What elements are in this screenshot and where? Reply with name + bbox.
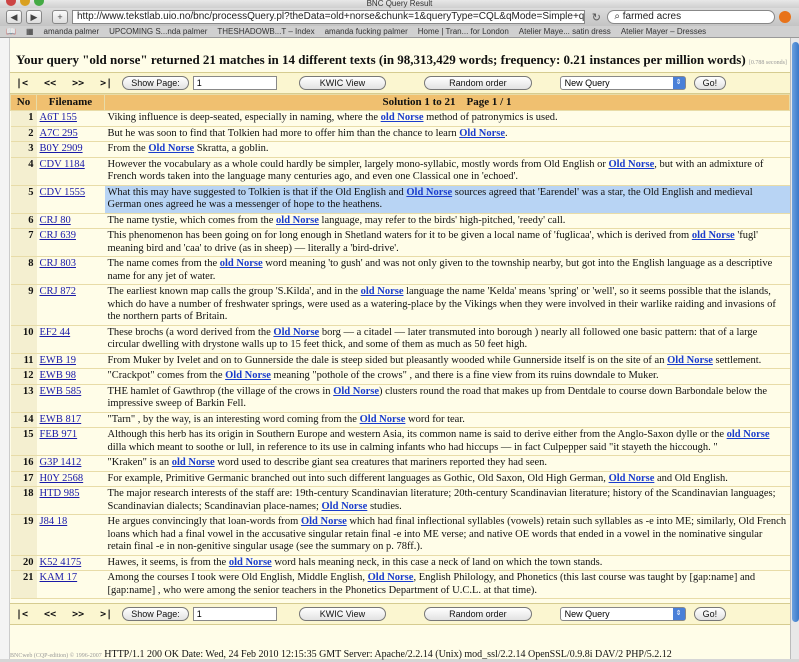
filename-link[interactable]: CRJ 639 xyxy=(39,230,76,241)
filename-link[interactable]: H0Y 2568 xyxy=(39,472,84,484)
context-after: which had final inflectional syllables (vowels) retain such syllables as -e into ME; similarly, Old French loans which had a final vowel in the accusative singular retain final -e into ME verse; and native OE words that ended in a vowel in the nominative singular retain final -e in non-genitive singular usage (see the summary on p. 78ff.). xyxy=(107,516,787,552)
row-number: 2 xyxy=(11,126,37,142)
context-after: Skratta, a goblin. xyxy=(194,143,269,154)
context-after: sources agreed that 'Earendel' was a star, the Old English and medieval German ones agreed he was a messenger of hope to the heathens. xyxy=(107,186,753,210)
row-solution xyxy=(105,412,790,428)
context-before: "Tarn" , by the way, is an interesting word coming from the xyxy=(107,413,360,425)
keyword-link[interactable]: old Norse xyxy=(380,112,424,123)
keyword-link[interactable]: Old Norse xyxy=(367,572,414,583)
row-number: 17 xyxy=(11,471,37,487)
go-button[interactable]: Go! xyxy=(694,76,727,90)
new-query-select[interactable] xyxy=(560,76,686,90)
forward-button[interactable]: ▶ xyxy=(26,10,42,24)
minimize-window-button[interactable] xyxy=(20,0,30,6)
context-after: meaning "pothole of the crows" , and there is a fine view from its ruins downdale to Muker. xyxy=(270,370,659,381)
bookmarks-grid-icon[interactable]: ▦ xyxy=(25,27,34,36)
context-after: . xyxy=(505,127,508,139)
row-filename xyxy=(37,428,105,456)
context-before: "Kraken" is an xyxy=(107,457,172,468)
table-row xyxy=(11,353,790,369)
row-solution xyxy=(105,384,790,412)
header-filename: Filename xyxy=(37,95,105,111)
row-filename xyxy=(37,555,105,571)
row-number: 4 xyxy=(11,157,37,185)
row-number: 15 xyxy=(11,428,37,456)
table-row xyxy=(11,229,790,257)
context-after: , but with an admixture of French words taken into the language many centuries ago, and even one Classical one in 'echoed'. xyxy=(107,158,764,182)
keyword-link[interactable]: Old Norse xyxy=(608,472,655,484)
row-number: 3 xyxy=(11,142,37,158)
table-row xyxy=(11,257,790,285)
row-filename xyxy=(37,157,105,185)
row-solution xyxy=(105,285,790,326)
context-after: and Old English. xyxy=(654,472,728,484)
table-row xyxy=(11,157,790,185)
table-row xyxy=(11,369,790,385)
context-after: language, may refer to the birds' high-pitched, 'reedy' call. xyxy=(318,214,566,226)
context-before: What this may have suggested to Tolkien is that if the Old English and xyxy=(107,186,407,198)
reload-icon[interactable]: ↻ xyxy=(591,11,601,24)
search-value: farmed acres xyxy=(622,11,682,22)
context-before: The major research interests of the staff are: 19th-century Scandinavian literature; 20th-century Scandinavian literature; history of the Scandinavian languages; Scandinavian dialects; Scandinavian place-names; xyxy=(107,488,776,512)
filename-link[interactable]: FEB 971 xyxy=(39,429,78,440)
keyword-link[interactable]: Old Norse xyxy=(406,186,453,198)
keyword-link[interactable]: Old Norse xyxy=(359,413,406,425)
context-before: The earliest known map calls the group 'S.Kilda', and in the xyxy=(107,286,361,297)
rss-icon[interactable] xyxy=(779,11,791,23)
next-page-button[interactable]: >> xyxy=(72,77,85,89)
keyword-link[interactable]: old Norse xyxy=(276,214,319,226)
last-page-button-bottom[interactable]: >| xyxy=(100,608,113,620)
back-button[interactable]: ◀ xyxy=(6,10,22,24)
context-after: studies. xyxy=(367,500,402,512)
context-before: This phenomenon has been going on for long enough in Shetland waters for it to be given a local name of 'fuglicaa', which is derived from xyxy=(107,230,692,241)
first-page-button-bottom[interactable]: |< xyxy=(16,608,29,620)
row-filename xyxy=(37,213,105,229)
keyword-link[interactable]: old Norse xyxy=(228,556,272,568)
query-time: [0.788 seconds] xyxy=(748,60,787,66)
row-number: 21 xyxy=(11,571,37,599)
row-number: 8 xyxy=(11,257,37,285)
address-bar[interactable]: http://www.tekstlab.uio.no/bnc/processQuery.pl?theData=old+norse&chunk=1&queryType=CQL&qMode=Simple+q xyxy=(72,10,585,24)
keyword-link[interactable]: old Norse xyxy=(691,230,735,241)
row-solution xyxy=(105,142,790,158)
row-filename xyxy=(37,142,105,158)
filename-link[interactable]: EWB 817 xyxy=(39,413,82,425)
row-solution xyxy=(105,353,790,369)
row-number: 13 xyxy=(11,384,37,412)
filename-link[interactable]: J84 18 xyxy=(39,516,68,527)
close-window-button[interactable] xyxy=(6,0,16,6)
zoom-window-button[interactable] xyxy=(34,0,44,6)
status-text: HTTP/1.1 200 OK Date: Wed, 24 Feb 2010 12:15:35 GMT Server: Apache/2.2.14 (Unix) mod_ssl/2.2.14 OpenSSL/0.9.8i DAV/2 PHP/5.2.12 xyxy=(104,649,672,660)
row-filename xyxy=(37,257,105,285)
context-after: borg — a citadel — later transmuted into borough ) nearly all followed one basic pattern: that of a large circular dwelling with drystone walls up to 15 feet thick, and some of them as much as 50 feet high. xyxy=(107,326,758,350)
row-filename xyxy=(37,487,105,515)
keyword-link[interactable]: Old Norse xyxy=(225,370,271,381)
row-number: 12 xyxy=(11,369,37,385)
row-filename xyxy=(37,369,105,385)
last-page-button[interactable]: >| xyxy=(100,77,113,89)
status-bar xyxy=(10,649,790,661)
keyword-link[interactable]: Old Norse xyxy=(667,354,713,366)
window-titlebar xyxy=(0,0,799,8)
go-button-bottom[interactable]: Go! xyxy=(694,607,727,621)
row-filename xyxy=(37,353,105,369)
new-query-select-value: New Query xyxy=(564,78,610,88)
header-no: No xyxy=(11,95,37,111)
filename-link[interactable]: K52 4175 xyxy=(39,556,82,568)
filename-link[interactable]: CDV 1184 xyxy=(39,158,85,170)
table-row xyxy=(11,487,790,515)
query-summary xyxy=(10,38,790,72)
row-filename xyxy=(37,515,105,556)
bookmark-item[interactable]: UPCOMING S...nda palmer xyxy=(109,27,208,36)
bookmark-item[interactable]: Atelier Mayer – Dresses xyxy=(620,27,707,36)
context-after: word used to describe giant sea creatures that mariners reported they had seen. xyxy=(214,457,548,468)
table-row xyxy=(11,515,790,556)
row-solution xyxy=(105,428,790,456)
header-solution: Solution 1 to 21 Page 1 / 1 xyxy=(105,95,790,111)
bookmarks-book-icon[interactable]: 📖 xyxy=(6,27,16,36)
filename-link[interactable]: A7C 295 xyxy=(39,127,78,139)
chevron-down-icon: ⇕ xyxy=(673,77,685,89)
filename-link[interactable]: KAM 17 xyxy=(39,572,78,583)
context-before: Among the courses I took were Old English, Middle English, xyxy=(107,572,368,583)
row-filename xyxy=(37,285,105,326)
bookmark-item[interactable]: amanda fucking palmer xyxy=(324,27,408,36)
row-solution xyxy=(105,229,790,257)
context-after: word meaning 'to gush' and was not only given to the township nearby, but got into the English language as a descriptive name for any jet of water. xyxy=(107,258,773,282)
window-title: BNC Query Result xyxy=(366,0,433,8)
table-row xyxy=(11,471,790,487)
row-number: 7 xyxy=(11,229,37,257)
first-page-button[interactable]: |< xyxy=(16,77,29,89)
new-query-select-value-bottom: New Query xyxy=(564,609,610,619)
context-after: 'fugl' meaning bird and 'caa' to drive (as in sheep) — literally a 'bird-drive'. xyxy=(107,230,759,254)
row-filename xyxy=(37,412,105,428)
bookmark-item[interactable]: Home | Tran... for London xyxy=(417,27,509,36)
context-before: THE hamlet of Gawthrop (the village of the crows in xyxy=(107,385,334,397)
context-before: The name tystie, which comes from the xyxy=(107,214,277,226)
context-before: However the vocabulary as a whole could hardly be simpler, largely mono-syllabic, mostly words from Old English or xyxy=(107,158,609,170)
new-query-select-bottom[interactable] xyxy=(560,607,686,621)
row-number: 1 xyxy=(11,111,37,127)
keyword-link[interactable]: Old Norse xyxy=(273,326,320,338)
filename-link[interactable]: EWB 19 xyxy=(39,354,76,366)
row-filename xyxy=(37,456,105,472)
row-number: 18 xyxy=(11,487,37,515)
filename-link[interactable]: HTD 985 xyxy=(39,488,80,499)
keyword-link[interactable]: old Norse xyxy=(726,429,770,440)
row-solution xyxy=(105,111,790,127)
table-row xyxy=(11,428,790,456)
row-number: 14 xyxy=(11,412,37,428)
row-solution xyxy=(105,471,790,487)
vertical-scrollbar[interactable] xyxy=(790,38,799,659)
table-row xyxy=(11,384,790,412)
context-before: From the xyxy=(107,143,149,154)
bnc-results-page xyxy=(10,38,790,659)
keyword-link[interactable]: Old Norse xyxy=(321,500,368,512)
context-after: language the name 'Kelda' means 'spring' or 'well', so it seems possible that the islands, which do have a number of freshwater springs, were used as a watering-place by the Vikings when they were involved in their warlike raiding and invasions of the northern parts of Britain. xyxy=(107,286,776,322)
results-table xyxy=(10,94,790,599)
filename-link[interactable]: CRJ 872 xyxy=(39,286,76,297)
bookmark-item[interactable]: THESHADOWB...T – Index xyxy=(217,27,315,36)
filename-link[interactable]: CRJ 80 xyxy=(39,214,71,226)
browser-toolbar xyxy=(0,8,799,26)
context-after: , English Philology, and Phonetics (this last course was taught by [gap:name] and [gap:name] , who were among the senior teachers in the Phonetics Department of U.C.L. at that time). xyxy=(107,572,756,596)
row-filename xyxy=(37,471,105,487)
row-solution xyxy=(105,325,790,353)
add-bookmark-button[interactable]: + xyxy=(52,10,68,24)
table-row xyxy=(11,285,790,326)
row-solution xyxy=(105,157,790,185)
row-filename xyxy=(37,126,105,142)
row-solution xyxy=(105,126,790,142)
scrollbar-thumb[interactable] xyxy=(792,42,799,622)
row-number: 19 xyxy=(11,515,37,556)
context-before: Viking influence is deep-seated, especially in naming, where the xyxy=(107,112,381,123)
row-solution xyxy=(105,213,790,229)
row-filename xyxy=(37,185,105,213)
row-solution xyxy=(105,257,790,285)
context-after: method of patronymics is used. xyxy=(423,112,558,123)
keyword-link[interactable]: old Norse xyxy=(219,258,263,269)
row-solution xyxy=(105,571,790,599)
previous-page-button-bottom[interactable]: << xyxy=(44,608,57,620)
context-after: ) clusters round the road that makes up from Dentdale to course down Barbondale below the impressive sweep of Barkin Fell. xyxy=(107,385,768,409)
row-filename xyxy=(37,229,105,257)
row-number: 16 xyxy=(11,456,37,472)
context-after: dilla which meant to soothe or lull, in reference to its use in calming infants who had hiccups — in fact Culpepper said "it stayeth the hiccough. " xyxy=(107,441,718,453)
table-row xyxy=(11,142,790,158)
search-icon: ⌕ xyxy=(614,11,623,22)
context-before: The name comes from the xyxy=(107,258,220,269)
previous-page-button[interactable]: << xyxy=(44,77,57,89)
filename-link[interactable]: A6T 155 xyxy=(39,112,77,123)
row-solution xyxy=(105,487,790,515)
context-before: But he was soon to find that Tolkien had more to offer him than the chance to learn xyxy=(107,127,460,139)
table-row xyxy=(11,213,790,229)
table-row xyxy=(11,325,790,353)
keyword-link[interactable]: Old Norse xyxy=(459,127,506,139)
table-row xyxy=(11,185,790,213)
keyword-link[interactable]: old Norse xyxy=(360,286,404,297)
filename-link[interactable]: B0Y 2909 xyxy=(39,143,83,154)
bottom-navigation xyxy=(10,603,790,625)
table-row xyxy=(11,555,790,571)
show-page-button-bottom[interactable]: Show Page: xyxy=(122,607,189,621)
row-number: 9 xyxy=(11,285,37,326)
search-input[interactable] xyxy=(607,10,775,24)
row-solution xyxy=(105,456,790,472)
left-sidebar-strip xyxy=(0,38,10,659)
kwic-view-button[interactable]: KWIC View xyxy=(299,76,386,90)
row-solution xyxy=(105,515,790,556)
context-before: Although this herb has its origin in Southern Europe and western Asia, its common name is said to derive either from the Anglo-Saxon dylle or the xyxy=(107,429,727,440)
context-before: These brochs (a word derived from the xyxy=(107,326,274,338)
page-content xyxy=(0,38,790,659)
context-after: word for tear. xyxy=(405,413,465,425)
row-number: 20 xyxy=(11,555,37,571)
table-row xyxy=(11,456,790,472)
status-copyright: BNCweb (CQP-edition) © 1996-2007 xyxy=(10,653,102,659)
context-after: word hals meaning neck, in this case a neck of land on which the town stands. xyxy=(271,556,603,568)
page-number-input[interactable]: 1 xyxy=(193,76,277,90)
row-number: 11 xyxy=(11,353,37,369)
random-order-button-bottom[interactable]: Random order xyxy=(424,607,532,621)
filename-link[interactable]: CDV 1555 xyxy=(39,186,86,198)
row-solution xyxy=(105,185,790,213)
context-before: Hawes, it seems, is from the xyxy=(107,556,229,568)
keyword-link[interactable]: Old Norse xyxy=(148,143,195,154)
keyword-link[interactable]: Old Norse xyxy=(333,385,379,397)
table-row xyxy=(11,571,790,599)
table-row xyxy=(11,412,790,428)
row-filename xyxy=(37,325,105,353)
next-page-button-bottom[interactable]: >> xyxy=(72,608,85,620)
keyword-link[interactable]: old Norse xyxy=(171,457,215,468)
row-solution xyxy=(105,555,790,571)
top-navigation xyxy=(10,72,790,94)
context-before: "Crackpot" comes from the xyxy=(107,370,226,381)
row-number: 6 xyxy=(11,213,37,229)
context-before: From Muker by Ivelet and on to Gunnerside the dale is steep sided but pleasantly wooded while Gunnerside itself is on the site of an xyxy=(107,354,668,366)
show-page-button[interactable]: Show Page: xyxy=(122,76,189,90)
page-number-input-bottom[interactable]: 1 xyxy=(193,607,277,621)
results-header-row xyxy=(11,95,790,111)
chevron-down-icon: ⇕ xyxy=(673,608,685,620)
context-before: He argues convincingly that loan-words from xyxy=(107,516,301,527)
keyword-link[interactable]: Old Norse xyxy=(608,158,655,170)
bookmark-item[interactable]: Atelier Maye... satin dress xyxy=(518,27,611,36)
table-row xyxy=(11,111,790,127)
filename-link[interactable]: EWB 585 xyxy=(39,385,82,397)
context-before: For example, Primitive Germanic branched out into such different languages as Gothic, Old Saxon, Old High German, xyxy=(107,472,609,484)
keyword-link[interactable]: Old Norse xyxy=(300,516,347,527)
row-filename xyxy=(37,571,105,599)
context-after: settlement. xyxy=(712,354,762,366)
bookmark-item[interactable]: amanda palmer xyxy=(43,27,100,36)
row-number: 5 xyxy=(11,185,37,213)
filename-link[interactable]: G3P 1412 xyxy=(39,457,82,468)
random-order-button[interactable]: Random order xyxy=(424,76,532,90)
row-number: 10 xyxy=(11,325,37,353)
kwic-view-button-bottom[interactable]: KWIC View xyxy=(299,607,386,621)
filename-link[interactable]: EWB 98 xyxy=(39,370,76,381)
bookmarks-bar xyxy=(0,26,799,38)
query-summary-text: Your query "old norse" returned 21 matches in 14 different texts (in 98,313,429 words; frequency: 0.21 instances per million words) xyxy=(16,52,746,67)
row-filename xyxy=(37,111,105,127)
filename-link[interactable]: CRJ 803 xyxy=(39,258,76,269)
table-row xyxy=(11,126,790,142)
row-filename xyxy=(37,384,105,412)
filename-link[interactable]: EF2 44 xyxy=(39,326,71,338)
row-solution xyxy=(105,369,790,385)
